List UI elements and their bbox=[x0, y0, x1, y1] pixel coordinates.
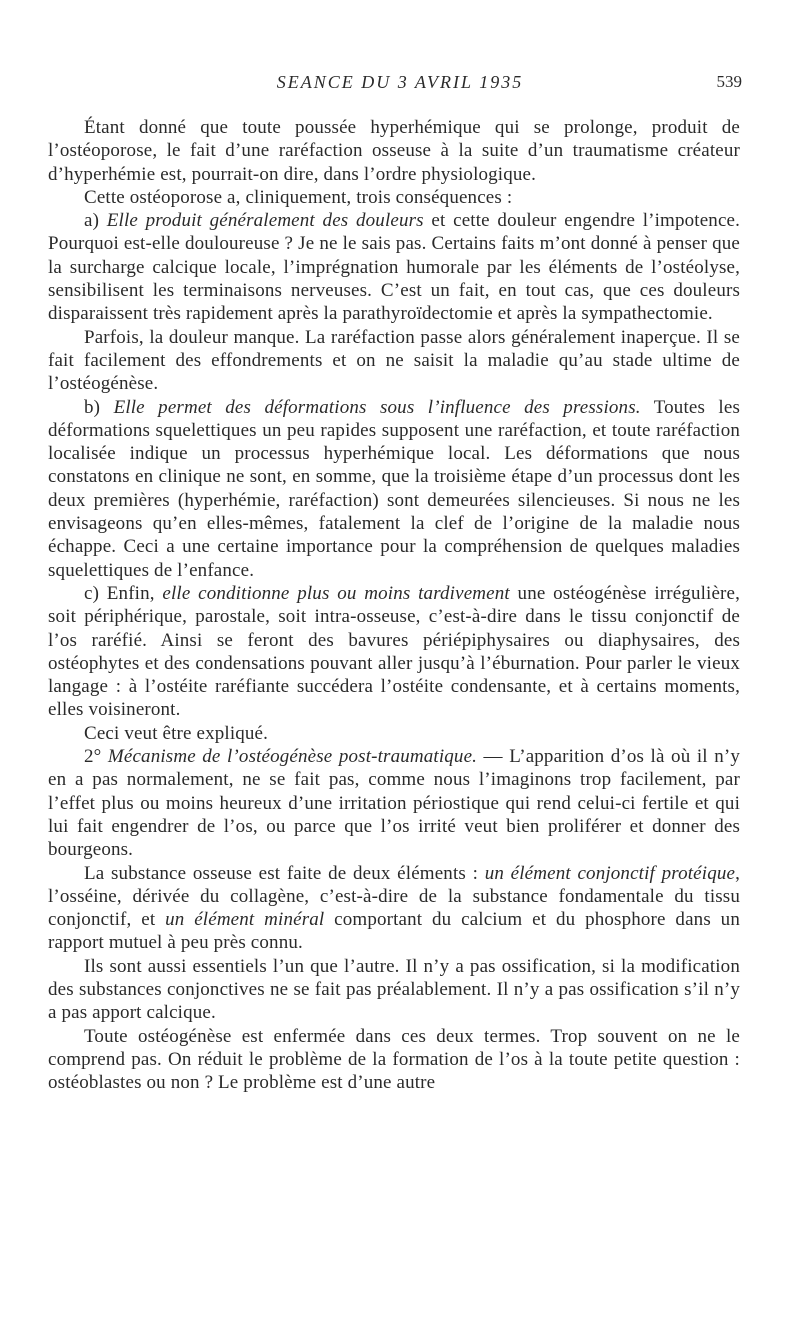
paragraph-10 bbox=[48, 955, 740, 1025]
paragraph-8 bbox=[48, 745, 740, 861]
text-run: une ostéogénèse irrégulière, soit périphérique, parostale, soit intra-osseuse, c’est-à-dire dans le tissu conjonctif de l’os raréfié. Ainsi se feront des bavures périépiphysaires ou diaphysaires, des ostéophytes et des condensations pouvant aller jusqu’à l’éburnation. Pour parler le vieux langage : à l’ostéite raréfiante succédera l’ostéite condensante, et à certains moments, elles voisineront. bbox=[48, 582, 740, 721]
paragraph-1 bbox=[48, 116, 740, 186]
paragraph-7 bbox=[48, 722, 740, 745]
paragraph-3 bbox=[48, 209, 740, 325]
italic-run: elle conditionne plus ou moins tardivement bbox=[162, 582, 510, 604]
text-run: Cette ostéoporose a, cliniquement, trois conséquences : bbox=[84, 186, 513, 208]
text-run: et cette douleur engendre l’impotence. Pourquoi est-elle douloureuse ? Je ne le sais pas. Certains faits m’ont donné à penser que la surcharge calcique locale, l’imprégnation humorale par les éléments de l’ostéolyse, sensibilisent les terminaisons nerveuses. C’est un fait, en tout cas, que ces douleurs disparaissent très rapidement après la parathyroïdectomie et après la sympathectomie. bbox=[48, 210, 741, 325]
text-run: Ceci veut être expliqué. bbox=[84, 722, 269, 744]
text-run: Toutes les déformations squelettiques un peu rapides supposent une raréfaction, et toute raréfaction localisée indique un processus hyperhémique local. Les déformations que nous constatons en clinique ne sont, en somme, que la troisième étape d’un processus dont les deux premières (hyperhémie, raréfaction) sont demeurées silencieuses. Si nous ne les envisageons qu’en elles-mêmes, fatalement la clef de l’origine de la maladie nous échappe. Ceci a une certaine importance pour la compréhension de quelques maladies squelettiques de l’enfance. bbox=[48, 396, 740, 581]
text-run: a) bbox=[84, 210, 107, 232]
text-run: Ils sont aussi essentiels l’un que l’autre. Il n’y a pas ossification, si la modification des substances conjonctives ne se fait pas préalablement. Il n’y a pas ossification s’il n’y a pas apport calcique. bbox=[48, 955, 740, 1024]
text-run: — L’apparition d’os là où il n’y en a pas normalement, ne se fait pas, comme nous l’imaginons trop facilement, par l’effet plus ou moins heureux d’une irritation périostique qui rend celui-ci fertile et qui lui fait engendrer de l’os, ou parce que l’os irrité veut bien proliférer et donner des bourgeons. bbox=[48, 746, 740, 861]
paragraph-11 bbox=[48, 1025, 740, 1095]
paragraph-5 bbox=[48, 396, 740, 582]
page-number: 539 bbox=[716, 72, 742, 91]
italic-run: un élément conjonctif protéique bbox=[484, 862, 736, 884]
italic-run: Elle permet des déformations sous l’influence des pressions. bbox=[113, 396, 641, 418]
text-run: c) Enfin, bbox=[84, 582, 163, 604]
paragraph-6 bbox=[48, 582, 740, 722]
body-text bbox=[48, 116, 740, 1094]
italic-run: un élément minéral bbox=[165, 909, 325, 931]
text-run: Parfois, la douleur manque. La raréfaction passe alors généralement inaperçue. Il se fait facilement des effondrements et on ne saisit la maladie qu’au stade ultime de l’ostéogénèse. bbox=[48, 326, 740, 395]
paragraph-4 bbox=[48, 326, 740, 396]
text-run: 2° bbox=[84, 746, 108, 768]
italic-run: Mécanisme de l’ostéogénèse post-traumatique. bbox=[107, 746, 478, 768]
running-title: SEANCE DU 3 AVRIL 1935 bbox=[276, 72, 524, 92]
text-run: Étant donné que toute poussée hyperhémique qui se prolonge, produit de l’ostéoporose, le fait d’une raréfaction osseuse à la suite d’un traumatisme créateur d’hyperhémie est, pourrait-on dire, dans l’ordre physiologique. bbox=[48, 117, 740, 185]
text-run: La substance osseuse est faite de deux éléments : bbox=[84, 862, 485, 884]
text-run: , l’osséine, dérivée du collagène, c’est-à-dire de la substance fondamentale du tissu conjonctif, et bbox=[48, 862, 740, 931]
italic-run: Elle produit généralement des douleurs bbox=[106, 210, 424, 232]
text-run: comportant du calcium et du phosphore dans un rapport mutuel à peu près connu. bbox=[48, 909, 740, 954]
paragraph-9 bbox=[48, 862, 740, 955]
running-header bbox=[48, 72, 752, 98]
text-run: Toute ostéogénèse est enfermée dans ces deux termes. Trop souvent on ne le comprend pas. On réduit le problème de la formation de l’os à la toute petite question : ostéoblastes ou non ? Le problème est d’une autre bbox=[48, 1025, 740, 1094]
text-run: b) bbox=[84, 396, 114, 418]
paragraph-2 bbox=[48, 186, 740, 209]
